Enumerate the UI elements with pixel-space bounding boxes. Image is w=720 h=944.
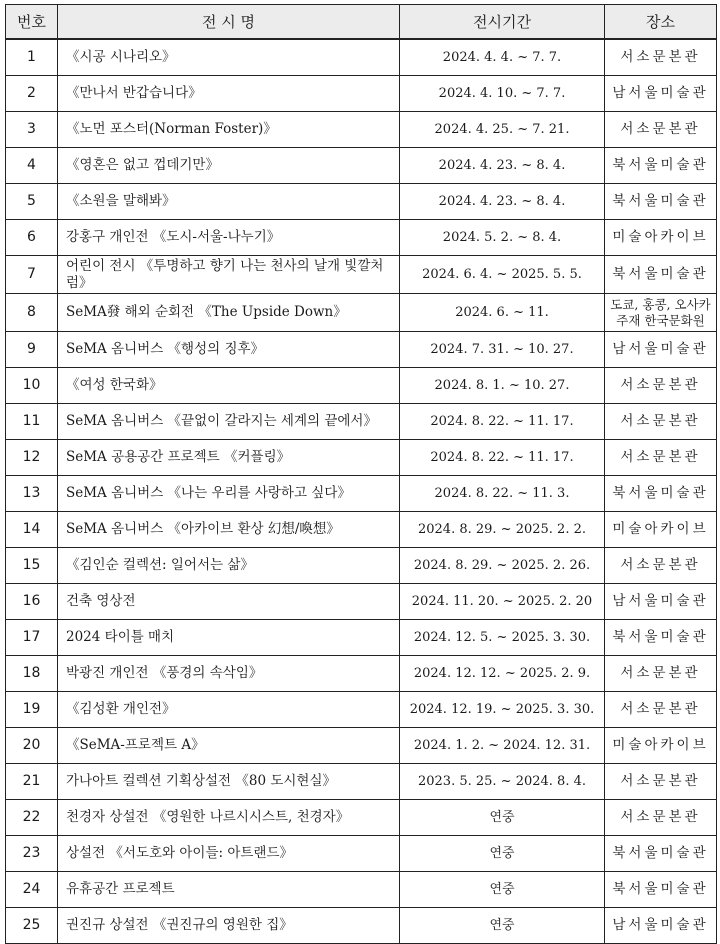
exhibition-place: 북서울미술관 xyxy=(605,184,717,220)
table-row xyxy=(6,112,717,148)
header-exhibition-name: 전 시 명 xyxy=(58,5,400,40)
exhibition-place: 북서울미술관 xyxy=(605,836,717,872)
exhibition-name: 권진규 상설전 《권진규의 영원한 집》 xyxy=(58,908,400,944)
row-number: 16 xyxy=(6,584,58,620)
exhibition-period: 2024. 6. 4. ~ 2025. 5. 5. xyxy=(400,256,605,294)
exhibition-place: 미술아카이브 xyxy=(605,512,717,548)
row-number: 17 xyxy=(6,620,58,656)
table-row xyxy=(6,872,717,908)
exhibition-period: 2024. 8. 29. ~ 2025. 2. 2. xyxy=(400,512,605,548)
row-number: 22 xyxy=(6,800,58,836)
exhibition-name: 《여성 한국화》 xyxy=(58,368,400,404)
exhibition-period: 2024. 8. 1. ~ 10. 27. xyxy=(400,368,605,404)
exhibition-period: 2024. 1. 2. ~ 2024. 12. 31. xyxy=(400,728,605,764)
exhibition-table xyxy=(5,4,717,944)
row-number: 8 xyxy=(6,294,58,332)
table-body xyxy=(6,39,717,944)
exhibition-place: 미술아카이브 xyxy=(605,728,717,764)
exhibition-place: 북서울미술관 xyxy=(605,872,717,908)
header-place: 장소 xyxy=(605,5,717,40)
row-number: 21 xyxy=(6,764,58,800)
row-number: 5 xyxy=(6,184,58,220)
exhibition-place: 서소문본관 xyxy=(605,368,717,404)
exhibition-place: 미술아카이브 xyxy=(605,220,717,256)
exhibition-period: 2024. 4. 23. ~ 8. 4. xyxy=(400,184,605,220)
exhibition-place: 북서울미술관 xyxy=(605,256,717,294)
exhibition-period: 2024. 5. 2. ~ 8. 4. xyxy=(400,220,605,256)
exhibition-period: 2024. 12. 5. ~ 2025. 3. 30. xyxy=(400,620,605,656)
row-number: 15 xyxy=(6,548,58,584)
table-header-row xyxy=(6,5,717,40)
exhibition-place: 서소문본관 xyxy=(605,404,717,440)
exhibition-name: 《시공 시나리오》 xyxy=(58,39,400,76)
exhibition-period: 2024. 12. 19. ~ 2025. 3. 30. xyxy=(400,692,605,728)
row-number: 13 xyxy=(6,476,58,512)
table-row xyxy=(6,294,717,332)
exhibition-place: 서소문본관 xyxy=(605,692,717,728)
table-row xyxy=(6,836,717,872)
exhibition-place: 서소문본관 xyxy=(605,440,717,476)
exhibition-period: 2024. 8. 22. ~ 11. 17. xyxy=(400,440,605,476)
row-number: 20 xyxy=(6,728,58,764)
exhibition-place: 남서울미술관 xyxy=(605,332,717,368)
table-row xyxy=(6,256,717,294)
table-row xyxy=(6,908,717,944)
table-row xyxy=(6,148,717,184)
exhibition-name: 《소원을 말해봐》 xyxy=(58,184,400,220)
exhibition-name: 《김인순 컬렉션: 일어서는 삶》 xyxy=(58,548,400,584)
exhibition-name: SeMA 옴니버스 《나는 우리를 사랑하고 싶다》 xyxy=(58,476,400,512)
exhibition-name: 박광진 개인전 《풍경의 속삭임》 xyxy=(58,656,400,692)
exhibition-place: 서소문본관 xyxy=(605,548,717,584)
row-number: 10 xyxy=(6,368,58,404)
exhibition-period: 2024. 6. ~ 11. xyxy=(400,294,605,332)
exhibition-place: 북서울미술관 xyxy=(605,148,717,184)
exhibition-place: 북서울미술관 xyxy=(605,476,717,512)
row-number: 19 xyxy=(6,692,58,728)
row-number: 9 xyxy=(6,332,58,368)
table-row xyxy=(6,39,717,76)
table-row xyxy=(6,76,717,112)
exhibition-name: 상설전 《서도호와 아이들: 아트랜드》 xyxy=(58,836,400,872)
exhibition-name: SeMA 옴니버스 《행성의 징후》 xyxy=(58,332,400,368)
row-number: 4 xyxy=(6,148,58,184)
exhibition-place: 서소문본관 xyxy=(605,656,717,692)
row-number: 12 xyxy=(6,440,58,476)
table-row xyxy=(6,620,717,656)
table-row xyxy=(6,512,717,548)
exhibition-place: 서소문본관 xyxy=(605,764,717,800)
table-row xyxy=(6,692,717,728)
exhibition-place: 남서울미술관 xyxy=(605,584,717,620)
table-row xyxy=(6,220,717,256)
exhibition-name: 《SeMA-프로젝트 A》 xyxy=(58,728,400,764)
exhibition-name: 강홍구 개인전 《도시-서울-나누기》 xyxy=(58,220,400,256)
exhibition-period: 2024. 8. 22. ~ 11. 17. xyxy=(400,404,605,440)
exhibition-name: SeMA 옴니버스 《아카이브 환상 幻想/喚想》 xyxy=(58,512,400,548)
table-row xyxy=(6,440,717,476)
exhibition-name: 어린이 전시 《투명하고 향기 나는 천사의 날개 빛깔처럼》 xyxy=(58,256,400,294)
exhibition-name: 건축 영상전 xyxy=(58,584,400,620)
exhibition-name: 천경자 상설전 《영원한 나르시시스트, 천경자》 xyxy=(58,800,400,836)
exhibition-place-line: 주재 한국문화원 xyxy=(616,312,705,328)
exhibition-name: 유휴공간 프로젝트 xyxy=(58,872,400,908)
exhibition-period: 연중 xyxy=(400,836,605,872)
exhibition-period: 연중 xyxy=(400,800,605,836)
row-number: 11 xyxy=(6,404,58,440)
table-row xyxy=(6,800,717,836)
exhibition-name: 《김성환 개인전》 xyxy=(58,692,400,728)
table-row xyxy=(6,728,717,764)
header-number: 번호 xyxy=(6,5,58,40)
exhibition-place: 서소문본관 xyxy=(605,800,717,836)
row-number: 7 xyxy=(6,256,58,294)
exhibition-name: SeMA 옴니버스 《끝없이 갈라지는 세계의 끝에서》 xyxy=(58,404,400,440)
exhibition-name: 《만나서 반갑습니다》 xyxy=(58,76,400,112)
exhibition-period: 2024. 4. 10. ~ 7. 7. xyxy=(400,76,605,112)
exhibition-name: 가나아트 컬렉션 기획상설전 《80 도시현실》 xyxy=(58,764,400,800)
row-number: 2 xyxy=(6,76,58,112)
exhibition-period: 2024. 7. 31. ~ 10. 27. xyxy=(400,332,605,368)
exhibition-place: 북서울미술관 xyxy=(605,620,717,656)
exhibition-place: 서소문본관 xyxy=(605,112,717,148)
table-row xyxy=(6,332,717,368)
exhibition-period: 2024. 8. 29. ~ 2025. 2. 26. xyxy=(400,548,605,584)
exhibition-period: 2024. 12. 12. ~ 2025. 2. 9. xyxy=(400,656,605,692)
exhibition-place: 남서울미술관 xyxy=(605,76,717,112)
table-row xyxy=(6,184,717,220)
row-number: 23 xyxy=(6,836,58,872)
exhibition-period: 2024. 4. 25. ~ 7. 21. xyxy=(400,112,605,148)
row-number: 3 xyxy=(6,112,58,148)
exhibition-period: 2023. 5. 25. ~ 2024. 8. 4. xyxy=(400,764,605,800)
table-row xyxy=(6,764,717,800)
exhibition-place: 남서울미술관 xyxy=(605,908,717,944)
exhibition-place-line: 도쿄, 홍콩, 오사카 xyxy=(610,296,711,312)
exhibition-period: 2024. 8. 22. ~ 11. 3. xyxy=(400,476,605,512)
row-number: 6 xyxy=(6,220,58,256)
header-period: 전시기간 xyxy=(400,5,605,40)
exhibition-period: 2024. 11. 20. ~ 2025. 2. 20 xyxy=(400,584,605,620)
exhibition-name: 《노먼 포스터(Norman Foster)》 xyxy=(58,112,400,148)
exhibition-period: 2024. 4. 4. ~ 7. 7. xyxy=(400,39,605,76)
exhibition-period: 연중 xyxy=(400,908,605,944)
table-row xyxy=(6,368,717,404)
row-number: 24 xyxy=(6,872,58,908)
exhibition-place xyxy=(605,294,717,332)
row-number: 25 xyxy=(6,908,58,944)
exhibition-place: 서소문본관 xyxy=(605,39,717,76)
exhibition-name: 《영혼은 없고 껍데기만》 xyxy=(58,148,400,184)
exhibition-name: SeMA 공용공간 프로젝트 《커플링》 xyxy=(58,440,400,476)
table-row xyxy=(6,548,717,584)
exhibition-period: 2024. 4. 23. ~ 8. 4. xyxy=(400,148,605,184)
table-row xyxy=(6,404,717,440)
exhibition-table-container xyxy=(5,4,717,944)
exhibition-name: 2024 타이틀 매치 xyxy=(58,620,400,656)
exhibition-name: SeMA發 해외 순회전 《The Upside Down》 xyxy=(58,294,400,332)
row-number: 18 xyxy=(6,656,58,692)
table-row xyxy=(6,476,717,512)
table-row xyxy=(6,656,717,692)
row-number: 14 xyxy=(6,512,58,548)
table-row xyxy=(6,584,717,620)
row-number: 1 xyxy=(6,39,58,76)
exhibition-period: 연중 xyxy=(400,872,605,908)
